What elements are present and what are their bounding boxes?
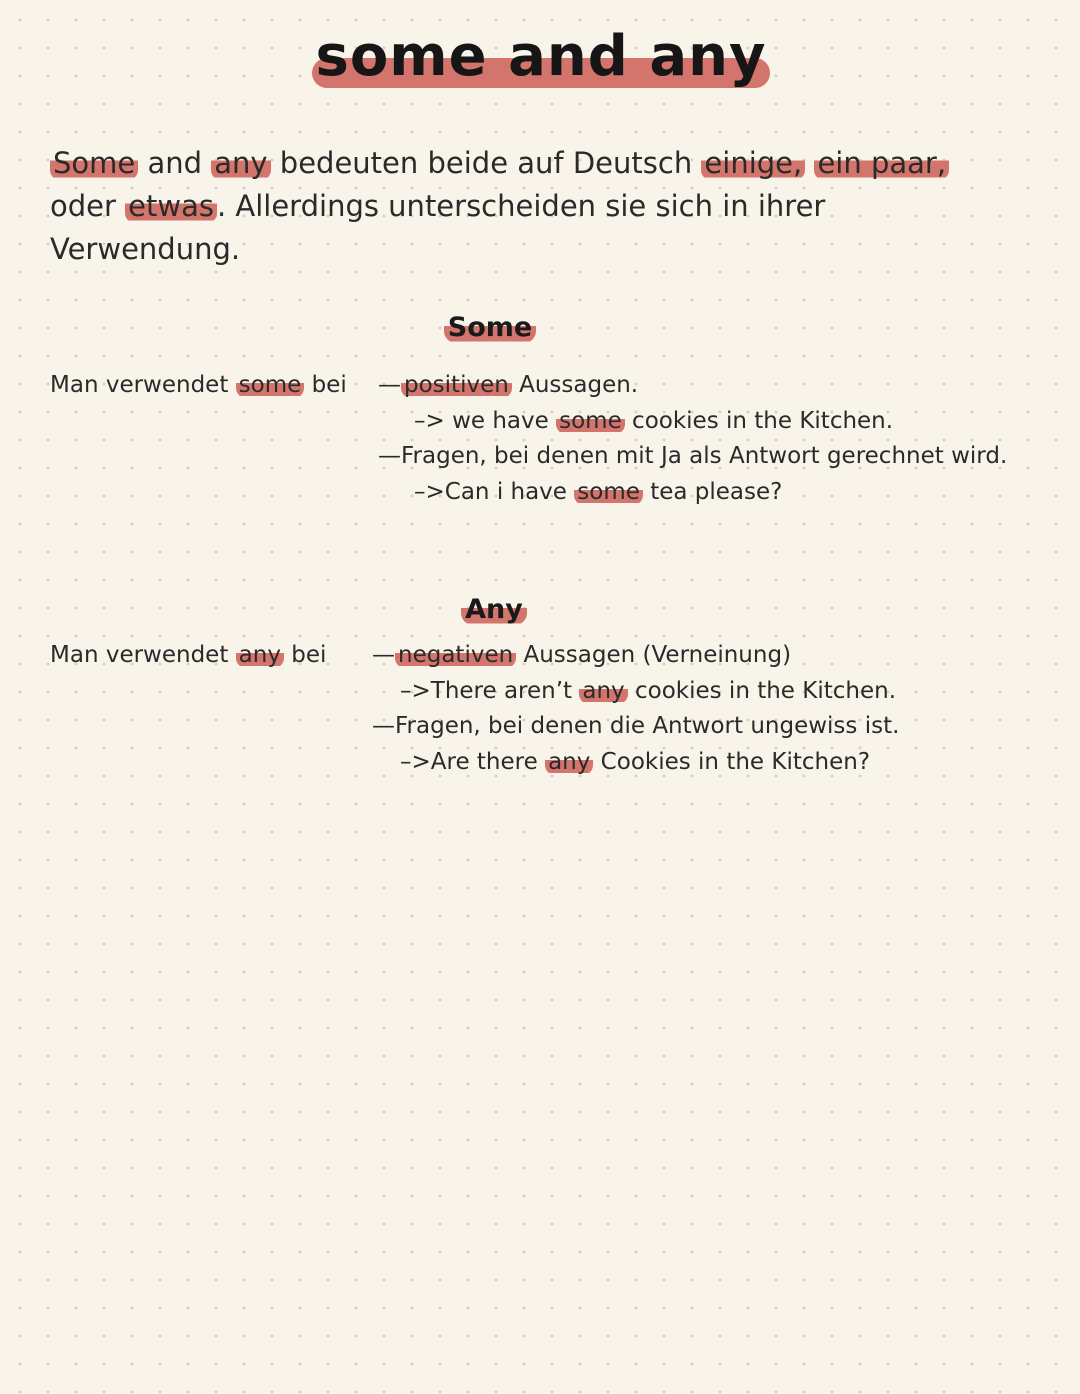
some-lead-highlight: some <box>236 372 305 398</box>
lead-text: bei <box>283 642 327 668</box>
lead-text: bei <box>304 372 347 398</box>
lead-text: Man verwendet <box>50 372 236 398</box>
dash: — <box>372 642 395 668</box>
any-example-1 <box>372 674 899 710</box>
intro-highlight-einige: einige, <box>701 146 805 180</box>
example-text: tea please? <box>642 478 783 505</box>
example-text: –> we have <box>414 407 557 434</box>
any-heading <box>444 594 544 625</box>
intro-paragraph <box>50 142 950 271</box>
intro-highlight-ein-paar: ein paar, <box>814 146 949 180</box>
any-highlight: any <box>579 678 627 704</box>
any-highlight: any <box>545 749 593 775</box>
some-highlight: some <box>556 408 625 434</box>
some-example-1 <box>378 404 1007 440</box>
some-rule-questions: —Fragen, bei denen mit Ja als Antwort gerechnet wird. <box>378 443 1008 469</box>
any-rule-questions: —Fragen, bei denen die Antwort ungewiss ist. <box>372 713 900 739</box>
example-text: cookies in the Kitchen. <box>624 407 894 434</box>
some-heading <box>440 312 540 343</box>
any-example-2 <box>372 745 899 781</box>
some-example-2 <box>378 475 1007 511</box>
intro-text: bedeuten beide auf Deutsch <box>270 146 702 180</box>
some-lead <box>50 368 347 403</box>
rule-text: Aussagen. <box>511 372 639 398</box>
example-text: –>Are there <box>400 748 546 775</box>
intro-highlight-any: any <box>211 146 270 180</box>
any-rule-negative <box>372 638 899 674</box>
example-text: Cookies in the Kitchen? <box>593 748 871 775</box>
any-rules <box>372 638 899 780</box>
some-rule-positive <box>378 368 1007 404</box>
intro-text: oder <box>50 189 126 223</box>
any-lead-highlight: any <box>236 642 284 668</box>
rule-text: Aussagen (Verneinung) <box>516 642 792 668</box>
dash: — <box>378 372 401 398</box>
intro-text: and <box>138 146 212 180</box>
some-rules <box>378 368 1007 510</box>
negativen-highlight: negativen <box>395 642 516 668</box>
any-heading-text: Any <box>461 594 527 625</box>
intro-highlight-etwas: etwas <box>125 189 217 223</box>
any-lead <box>50 638 326 673</box>
positiven-highlight: positiven <box>401 372 512 398</box>
some-heading-text: Some <box>444 312 536 343</box>
page-title: some and any <box>315 24 767 89</box>
intro-highlight-some: Some <box>50 146 138 180</box>
title-block <box>312 20 770 94</box>
example-text: –>Can i have <box>414 478 575 505</box>
example-text: –>There aren’t <box>400 677 580 704</box>
lead-text: Man verwendet <box>50 642 236 668</box>
intro-text: . Allerdings unterscheiden sie sich in ihrer <box>216 189 826 223</box>
some-highlight: some <box>574 479 643 505</box>
example-text: cookies in the Kitchen. <box>627 677 897 704</box>
intro-text: Verwendung. <box>50 232 241 266</box>
